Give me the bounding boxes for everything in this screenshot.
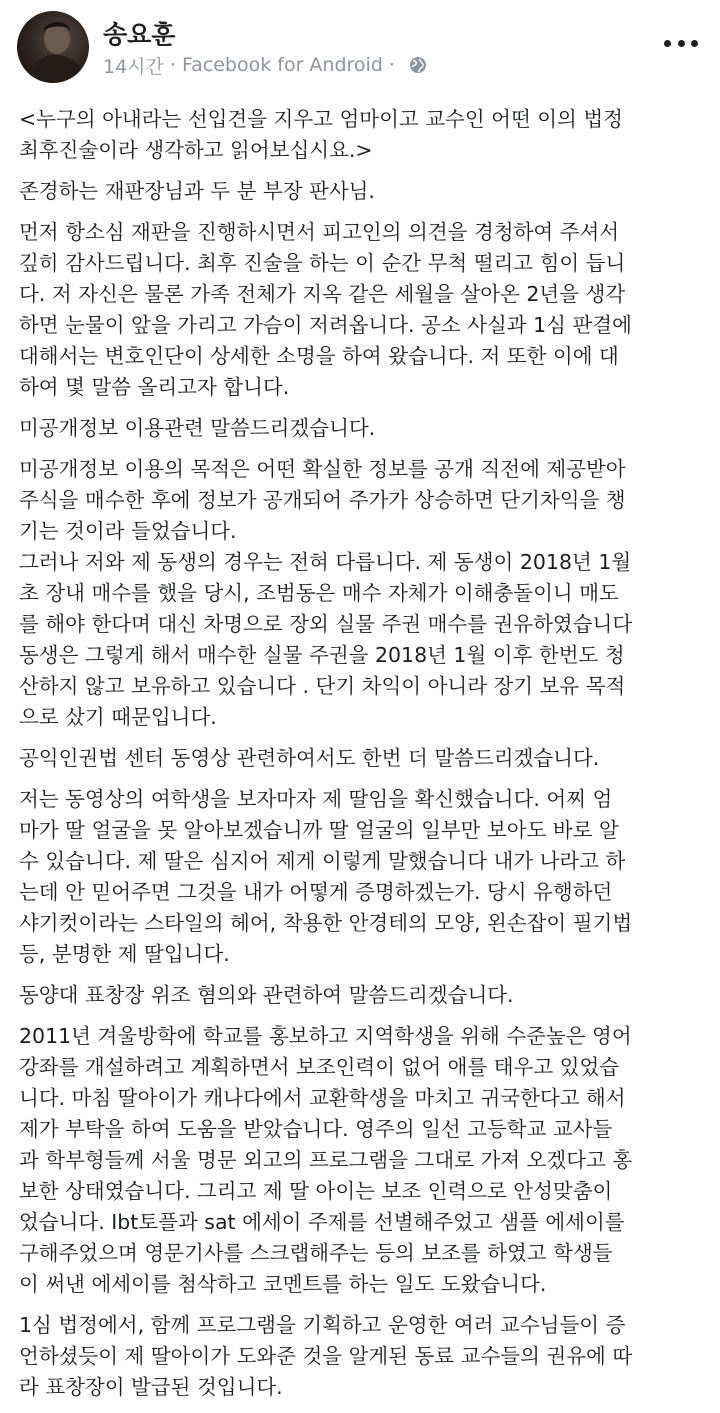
text-line: 었습니다. Ibt토플과 sat 에세이 주제를 선별해주었고 샘플 에세이를 xyxy=(19,1210,625,1234)
text-line: 주식을 매수한 후에 정보가 공개되어 주가가 상승하면 단기차익을 챙 xyxy=(19,488,626,512)
text-line: 수 있습니다. 제 딸은 심지어 제게 이렇게 말했습니다 내가 나라고 하 xyxy=(19,849,626,873)
text-line: 강좌를 개설하려고 계획하면서 보조인력이 없어 애를 태우고 있었습 xyxy=(19,1055,620,1079)
text-line: 라 표창장이 발급된 것입니다. xyxy=(19,1375,283,1399)
text-line: 깊히 감사드립니다. 최후 진술을 하는 이 순간 무척 떨리고 힘이 듭니 xyxy=(19,251,626,275)
paragraph-group-info xyxy=(19,454,713,733)
paragraph-heading-video xyxy=(19,743,713,774)
text-line: 샤기컷이라는 스타일의 헤어, 착용한 안경테의 모양, 왼손잡이 필기법 xyxy=(19,911,633,935)
text-line: 이 써낸 에세이를 첨삭하고 코멘트를 하는 일도 도왔습니다. xyxy=(19,1272,547,1296)
avatar-photo xyxy=(17,11,89,83)
text-line: 존경하는 재판장님과 두 분 부장 판사님. xyxy=(19,179,375,203)
globe-icon[interactable] xyxy=(409,56,427,74)
text-line: 보한 상태였습니다. 그리고 제 딸 아이는 보조 인력으로 안성맞춤이 xyxy=(19,1179,613,1203)
avatar[interactable] xyxy=(17,11,89,83)
text-line: 제가 부탁을 하여 도움을 받았습니다. 영주의 일선 고등학교 교사들 xyxy=(19,1117,613,1141)
text-line: 초 장내 매수를 했을 당시, 조범동은 매수 자체가 이해충돌이니 매도 xyxy=(19,581,619,605)
post-source: Facebook for Android xyxy=(181,54,383,76)
meta-separator: · xyxy=(169,54,176,76)
post-body xyxy=(19,104,713,1413)
text-line: 미공개정보 이용관련 말씀드리겠습니다. xyxy=(19,416,376,440)
text-line: 과 학부형들께 서울 명문 외고의 프로그램을 그대로 가져 오겠다고 홍 xyxy=(19,1148,633,1172)
text-line: 기는 것이라 들었습니다. xyxy=(19,519,237,543)
text-line: 대해서는 변호인단이 상세한 소명을 하여 왔습니다. 저 또한 이에 대 xyxy=(19,344,619,368)
paragraph-opening xyxy=(19,217,713,403)
text-line: 최후진술이라 생각하고 읽어보십시요.> xyxy=(19,138,373,162)
text-line: 구해주었으며 영문기사를 스크랩해주는 등의 보조를 하였고 학생들 xyxy=(19,1241,613,1265)
text-line: 다. 저 자신은 물론 가족 전체가 지옥 같은 세월을 살아온 2년을 생각 xyxy=(19,282,626,306)
paragraph-info-purpose xyxy=(19,454,713,547)
text-line: 는데 안 믿어주면 그것을 내가 어떻게 증명하겠는가. 당시 유행하던 xyxy=(19,880,613,904)
more-options-button[interactable] xyxy=(664,28,698,58)
text-line: 니다. 마침 딸아이가 캐나다에서 교환학생을 마치고 귀국한다고 해서 xyxy=(19,1086,626,1110)
meta-separator-2: · xyxy=(388,54,395,76)
text-line: 동생은 그렇게 해서 매수한 실물 주권을 2018년 1월 이후 한번도 청 xyxy=(19,643,625,667)
paragraph-award xyxy=(19,1021,713,1300)
paragraph-video xyxy=(19,784,713,970)
text-line: 2011년 겨울방학에 학교를 홍보하고 지역학생을 위해 수준높은 영어 xyxy=(19,1024,632,1048)
text-line: 미공개정보 이용의 목적은 어떤 확실한 정보를 공개 직전에 제공받아 xyxy=(19,457,626,481)
text-line: 등, 분명한 제 딸입니다. xyxy=(19,942,230,966)
text-line: 먼저 항소심 재판을 진행하시면서 피고인의 의견을 경청하여 주셔서 xyxy=(19,220,620,244)
paragraph-intro xyxy=(19,104,713,166)
more-options-icon xyxy=(664,40,671,47)
text-line: 그러나 저와 제 동생의 경우는 전혀 다릅니다. 제 동생이 2018년 1월 xyxy=(19,550,632,574)
text-line: 언하셨듯이 제 딸아이가 도와준 것을 알게된 동료 교수들의 권유에 따 xyxy=(19,1344,633,1368)
text-line: 하면 눈물이 앞을 가리고 가슴이 저려옵니다. 공소 사실과 1심 판결에 xyxy=(19,313,632,337)
post-time[interactable]: 14시간 xyxy=(103,55,164,78)
text-line: <누구의 아내라는 선입견을 지우고 엄마이고 교수인 어떤 이의 법정 xyxy=(19,107,623,131)
paragraph-heading-info xyxy=(19,413,713,444)
text-line: 하여 몇 말씀 올리고자 합니다. xyxy=(19,375,290,399)
text-line: 저는 동영상의 여학생을 보자마자 제 딸임을 확신했습니다. 어찌 엄 xyxy=(19,787,613,811)
author-name[interactable]: 송요훈 xyxy=(103,20,176,49)
paragraph-heading-award xyxy=(19,980,713,1011)
paragraph-salutation xyxy=(19,176,713,207)
paragraph-testimony xyxy=(19,1310,713,1403)
text-line: 마가 딸 얼굴을 못 알아보겠습니까 딸 얼굴의 일부만 보아도 바로 알 xyxy=(19,818,619,842)
post-header xyxy=(0,0,720,92)
paragraph-info-sibling xyxy=(19,547,713,733)
text-line: 동양대 표창장 위조 혐의와 관련하여 말씀드리겠습니다. xyxy=(19,983,514,1007)
text-line: 으로 샀기 때문입니다. xyxy=(19,705,217,729)
text-line: 공익인권법 센터 동영상 관련하여서도 한번 더 말씀드리겠습니다. xyxy=(19,746,600,770)
text-line: 1심 법정에서, 함께 프로그램을 기획하고 운영한 여러 교수님들이 증 xyxy=(19,1313,626,1337)
post-meta xyxy=(103,52,427,78)
text-line: 를 해야 한다며 대신 차명으로 장외 실물 주권 매수를 권유하였습니다 xyxy=(19,612,633,636)
text-line: 산하지 않고 보유하고 있습니다 . 단기 차익이 아니라 장기 보유 목적 xyxy=(19,674,626,698)
